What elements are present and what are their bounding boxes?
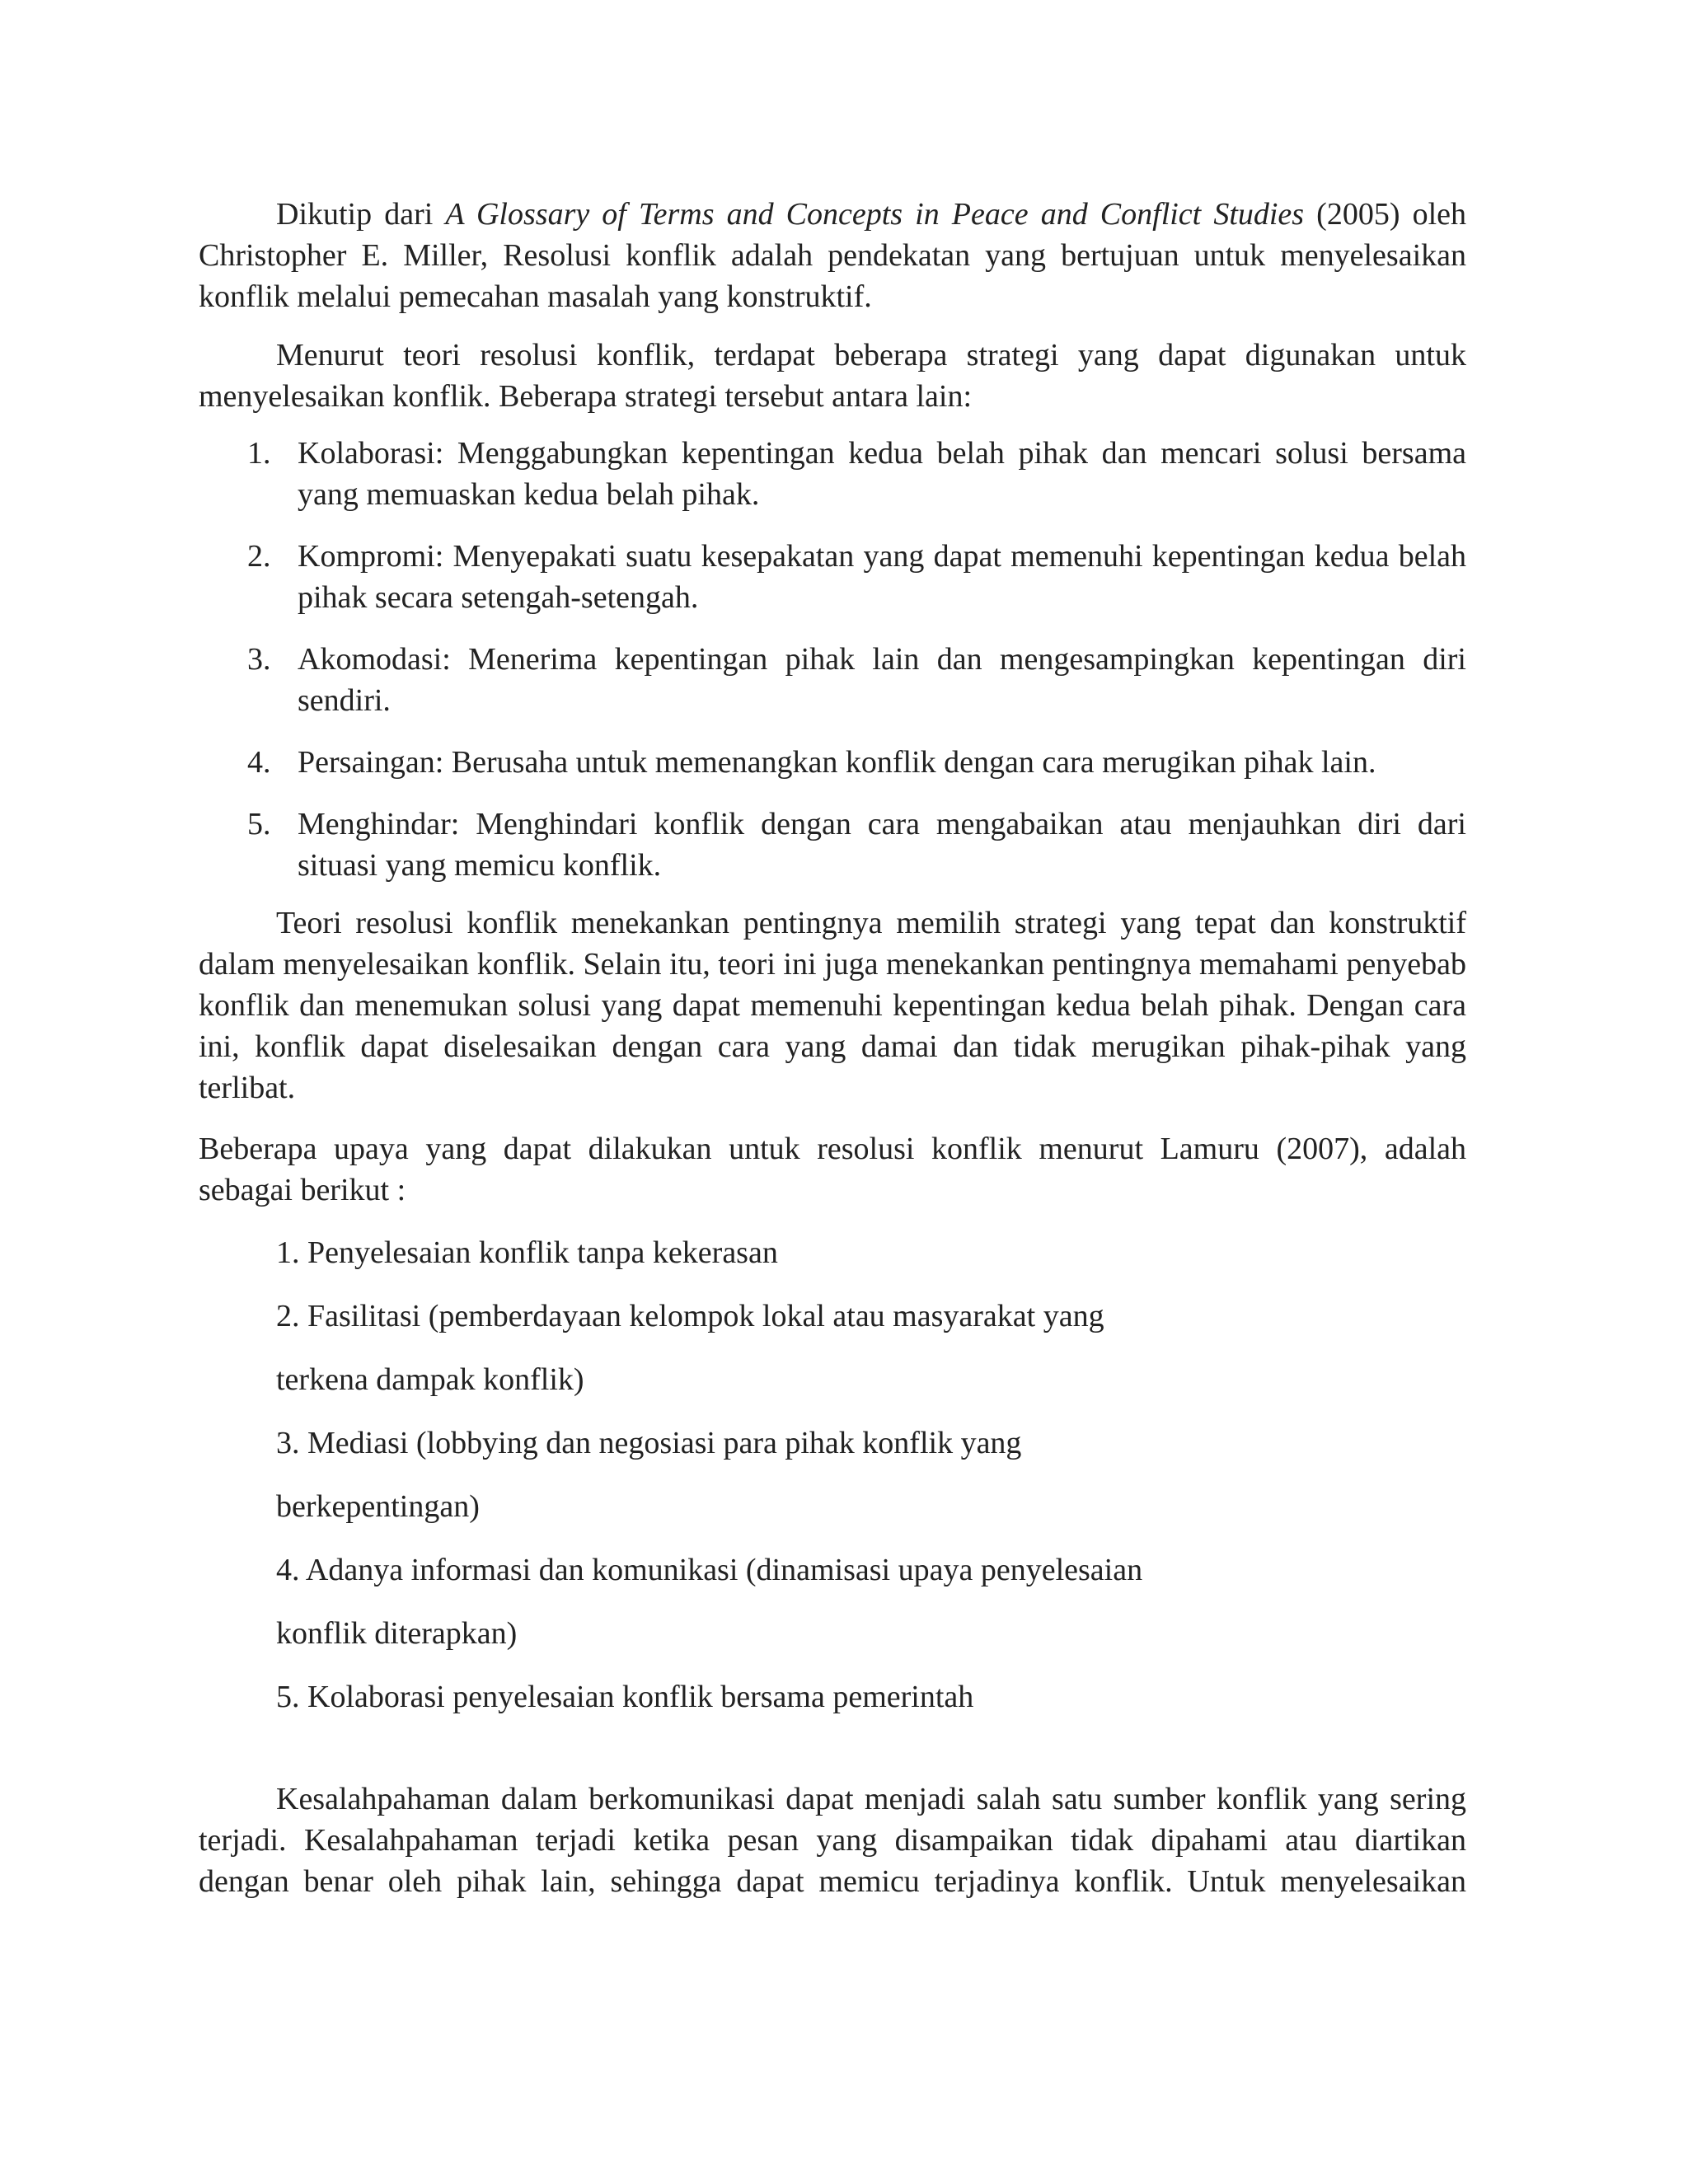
strategy-list [199, 433, 1466, 886]
paragraph-lamuru-intro: Beberapa upaya yang dapat dilakukan untuk resolusi konflik menurut Lamuru (2007), adalah sebagai berikut : [199, 1132, 1466, 1207]
list-item-number: 2. [247, 539, 271, 574]
list-line: 4. Adanya informasi dan komunikasi (dinamisasi upaya penyelesaian [276, 1553, 1143, 1587]
list-line: 2. Fasilitasi (pemberdayaan kelompok lokal atau masyarakat yang [276, 1299, 1104, 1333]
list-item-text: Akomodasi: Menerima kepentingan pihak lain dan mengesampingkan kepentingan diri sendiri. [298, 642, 1466, 718]
list-line: konflik diterapkan) [276, 1616, 518, 1651]
paragraph-miscommunication: Kesalahpahaman dalam berkomunikasi dapat menjadi salah satu sumber konflik yang sering terjadi. Kesalahpahaman terjadi ketika pesan yang disampaikan tidak dipahami atau diartikan dengan benar oleh pihak lain, sehingga dapat memicu terjadinya konflik. Untuk menyelesaikan [199, 1782, 1466, 1899]
list-item-text: Persaingan: Berusaha untuk memenangkan konflik dengan cara merugikan pihak lain. [298, 745, 1376, 780]
list-line: 3. Mediasi (lobbying dan negosiasi para pihak konflik yang [276, 1426, 1022, 1460]
paragraph-strategies-intro: Menurut teori resolusi konflik, terdapat beberapa strategi yang dapat digunakan untuk menyelesaikan konflik. Beberapa strategi tersebut antara lain: [199, 338, 1466, 414]
list-item-text: Kompromi: Menyepakati suatu kesepakatan yang dapat memenuhi kepentingan kedua belah pihak secara setengah-setengah. [298, 539, 1466, 615]
list-item-number: 5. [247, 807, 271, 841]
list-line: terkena dampak konflik) [276, 1362, 584, 1397]
efforts-list [199, 1232, 1466, 1718]
list-line: 5. Kolaborasi penyelesaian konflik bersama pemerintah [276, 1680, 974, 1714]
list-item-text: Menghindar: Menghindari konflik dengan cara mengabaikan atau menjauhkan diri dari situasi yang memicu konflik. [298, 807, 1466, 883]
list-item [247, 433, 1466, 515]
paragraph-theory-emphasis: Teori resolusi konflik menekankan pentingnya memilih strategi yang tepat dan konstruktif dalam menyelesaikan konflik. Selain itu, teori ini juga menekankan pentingnya memahami penyebab konflik dan menemukan solusi yang dapat memenuhi kepentingan kedua belah pihak. Dengan cara ini, konflik dapat diselesaikan dengan cara yang damai dan tidak merugikan pihak-pihak yang terlibat. [199, 906, 1466, 1105]
list-item [247, 536, 1466, 618]
list-item-number: 4. [247, 745, 271, 780]
list-item-text: Kolaborasi: Menggabungkan kepentingan kedua belah pihak dan mencari solusi bersama yang memuaskan kedua belah pihak. [298, 436, 1466, 512]
glossary-title: A Glossary of Terms and Concepts in Peace and Conflict Studies [445, 197, 1305, 232]
list-item-number: 3. [247, 642, 271, 677]
paragraph-definition-rest: (2005) oleh Christopher E. Miller, Resolusi konflik adalah pendekatan yang bertujuan untuk menyelesaikan konflik melalui pemecahan masalah yang konstruktif. [199, 197, 1466, 314]
list-item [247, 742, 1466, 783]
list-line: 1. Penyelesaian konflik tanpa kekerasan [276, 1235, 778, 1270]
list-line: berkepentingan) [276, 1489, 480, 1524]
list-item-number: 1. [247, 436, 271, 471]
paragraph-definition [199, 194, 1466, 317]
paragraph-definition-lead: Dikutip dari [276, 197, 446, 232]
document-page [199, 194, 1466, 1902]
list-item [247, 804, 1466, 886]
list-item [247, 639, 1466, 721]
